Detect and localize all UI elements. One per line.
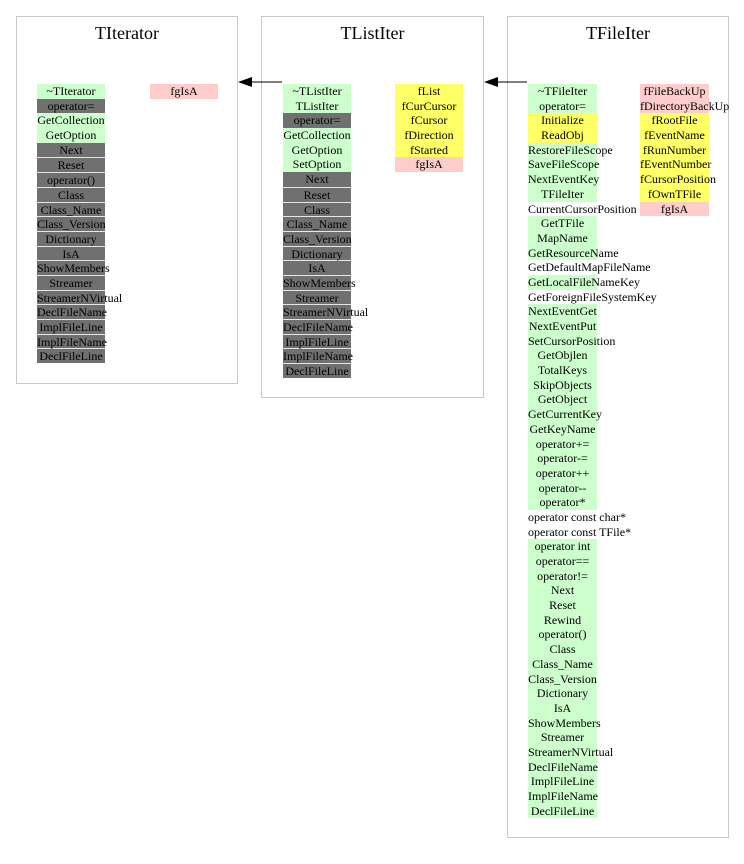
member-fdirection[interactable]: fDirection	[395, 128, 463, 143]
member-frunnumber[interactable]: fRunNumber	[640, 143, 709, 158]
method-tfileiter[interactable]: TFileIter	[528, 187, 597, 202]
method-setcursorposition[interactable]: SetCursorPosition	[528, 333, 616, 348]
method-isa[interactable]: IsA	[37, 246, 105, 261]
method-nexteventput[interactable]: NextEventPut	[528, 319, 597, 333]
method-streamer[interactable]: Streamer	[283, 290, 351, 305]
method-declfileline[interactable]: DeclFileLine	[528, 804, 597, 819]
method-class-name[interactable]: Class_Name	[37, 202, 105, 217]
member-frootfile[interactable]: fRootFile	[640, 113, 709, 128]
method-getoption[interactable]: GetOption	[283, 143, 351, 158]
method-getcollection[interactable]: GetCollection	[37, 113, 105, 128]
method-getkeyname[interactable]: GetKeyName	[529, 421, 596, 436]
method-declfilename[interactable]: DeclFileName	[528, 759, 598, 774]
method-next[interactable]: Next	[283, 172, 351, 187]
method-titerator[interactable]: ~TIterator	[37, 84, 105, 99]
method-tlistiter[interactable]: TListIter	[283, 99, 351, 114]
method-totalkeys[interactable]: TotalKeys	[528, 363, 597, 378]
method-isa[interactable]: IsA	[528, 701, 597, 716]
method-restorefilescope[interactable]: RestoreFileScope	[528, 142, 613, 157]
method-reset[interactable]: Reset	[283, 187, 351, 202]
method-getlocalfilenamekey[interactable]: GetLocalFileNameKey	[528, 274, 640, 289]
method-readobj[interactable]: ReadObj	[528, 128, 597, 143]
method-operator-const-tfile[interactable]: operator const TFile*	[528, 524, 632, 539]
method-implfileline[interactable]: ImplFileLine	[37, 319, 105, 334]
method-streamernvirtual[interactable]: StreamerNVirtual	[283, 305, 369, 320]
member-list-titerator	[150, 84, 218, 99]
method-showmembers[interactable]: ShowMembers	[37, 261, 110, 276]
method-skipobjects[interactable]: SkipObjects	[528, 378, 597, 393]
method-getdefaultmapfilename[interactable]: GetDefaultMapFileName	[528, 260, 651, 275]
method-operator[interactable]: operator*	[528, 495, 597, 510]
class-title-titerator[interactable]: TIterator	[95, 23, 159, 43]
member-fcurcursor[interactable]: fCurCursor	[395, 99, 463, 114]
method-operator[interactable]: operator=	[528, 99, 597, 114]
member-fgisa[interactable]: fgIsA	[640, 202, 709, 217]
class-box-titerator	[16, 16, 238, 384]
method-next[interactable]: Next	[37, 143, 105, 158]
method-getcollection[interactable]: GetCollection	[283, 128, 351, 143]
method-rewind[interactable]: Rewind	[528, 613, 597, 628]
member-fgisa[interactable]: fgIsA	[395, 157, 463, 172]
method-initialize[interactable]: Initialize	[528, 113, 597, 128]
method-savefilescope[interactable]: SaveFileScope	[528, 157, 600, 172]
member-flist[interactable]: fList	[395, 84, 463, 99]
method-implfilename[interactable]: ImplFileName	[283, 349, 353, 364]
method-streamernvirtual[interactable]: StreamerNVirtual	[37, 290, 123, 305]
method-implfilename[interactable]: ImplFileName	[37, 334, 107, 349]
method-showmembers[interactable]: ShowMembers	[283, 275, 356, 290]
method-operator-const-char[interactable]: operator const char*	[528, 509, 626, 524]
class-box-tlistiter	[261, 16, 484, 398]
method-class-version[interactable]: Class_Version	[37, 217, 106, 232]
method-getresourcename[interactable]: GetResourceName	[528, 245, 619, 260]
member-list-tfileiter	[640, 84, 730, 216]
method-operator[interactable]: operator--	[528, 481, 597, 496]
method-operator[interactable]: operator==	[528, 554, 597, 569]
method-declfileline[interactable]: DeclFileLine	[283, 363, 351, 378]
member-fcursorposition[interactable]: fCursorPosition	[640, 172, 717, 187]
method-list-tfileiter	[528, 84, 657, 818]
method-dictionary[interactable]: Dictionary	[283, 246, 351, 261]
method-streamer[interactable]: Streamer	[528, 730, 597, 745]
method-class-name[interactable]: Class_Name	[283, 216, 351, 231]
method-implfileline[interactable]: ImplFileLine	[528, 774, 597, 789]
method-dictionary[interactable]: Dictionary	[528, 686, 597, 701]
class-title-tfileiter[interactable]: TFileIter	[586, 23, 650, 43]
method-implfilename[interactable]: ImplFileName	[528, 789, 598, 803]
method-operator[interactable]: operator=	[283, 113, 351, 128]
method-class[interactable]: Class	[37, 187, 105, 202]
method-class-version[interactable]: Class_Version	[283, 231, 352, 246]
method-getoption[interactable]: GetOption	[37, 128, 105, 143]
method-implfileline[interactable]: ImplFileLine	[283, 334, 351, 349]
method-getcurrentkey[interactable]: GetCurrentKey	[528, 407, 602, 422]
method-list-titerator	[37, 84, 123, 364]
method-reset[interactable]: Reset	[37, 157, 105, 172]
method-streamernvirtual[interactable]: StreamerNVirtual	[528, 744, 614, 759]
method-getobject[interactable]: GetObject	[528, 392, 597, 407]
member-fdirectorybackup[interactable]: fDirectoryBackUp	[640, 98, 730, 113]
method-nexteventkey[interactable]: NextEventKey	[528, 172, 600, 187]
method-operator[interactable]: operator!=	[528, 569, 597, 584]
member-fcursor[interactable]: fCursor	[395, 113, 463, 128]
method-list-tlistiter	[283, 84, 369, 379]
member-list-tlistiter	[395, 84, 463, 172]
method-streamer[interactable]: Streamer	[37, 275, 105, 290]
method-tfileiter[interactable]: ~TFileIter	[528, 84, 597, 99]
method-nexteventget[interactable]: NextEventGet	[528, 304, 597, 319]
method-class[interactable]: Class	[528, 642, 597, 657]
method-declfilename[interactable]: DeclFileName	[37, 305, 107, 320]
method-operator[interactable]: operator=	[37, 99, 105, 114]
class-title-tlistiter[interactable]: TListIter	[340, 23, 405, 43]
member-fgisa[interactable]: fgIsA	[150, 84, 218, 99]
member-ffilebackup[interactable]: fFileBackUp	[640, 84, 709, 99]
method-operator[interactable]: operator()	[528, 627, 597, 642]
method-next[interactable]: Next	[528, 583, 597, 598]
method-class[interactable]: Class	[283, 202, 351, 217]
member-fowntfile[interactable]: fOwnTFile	[640, 187, 709, 202]
method-operator-int[interactable]: operator int	[528, 539, 597, 554]
method-operator[interactable]: operator+=	[528, 437, 597, 452]
method-gettfile[interactable]: GetTFile	[528, 216, 597, 231]
method-currentcursorposition[interactable]: CurrentCursorPosition	[528, 201, 637, 216]
method-declfilename[interactable]: DeclFileName	[283, 320, 353, 334]
method-operator[interactable]: operator++	[528, 466, 597, 481]
method-class-version[interactable]: Class_Version	[528, 671, 597, 686]
method-showmembers[interactable]: ShowMembers	[528, 715, 601, 730]
member-feventname[interactable]: fEventName	[640, 128, 709, 143]
method-getforeignfilesystemkey[interactable]: GetForeignFileSystemKey	[528, 289, 657, 304]
method-reset[interactable]: Reset	[528, 598, 597, 613]
member-fstarted[interactable]: fStarted	[395, 143, 463, 158]
method-dictionary[interactable]: Dictionary	[37, 231, 105, 246]
method-getobjlen[interactable]: GetObjlen	[528, 348, 597, 363]
method-class-name[interactable]: Class_Name	[528, 657, 597, 672]
method-tlistiter[interactable]: ~TListIter	[283, 84, 351, 99]
method-mapname[interactable]: MapName	[528, 231, 597, 246]
method-isa[interactable]: IsA	[283, 260, 351, 275]
method-operator[interactable]: operator()	[37, 172, 105, 187]
method-operator[interactable]: operator-=	[528, 451, 597, 466]
method-setoption[interactable]: SetOption	[283, 157, 351, 172]
method-declfileline[interactable]: DeclFileLine	[37, 348, 105, 363]
class-box-tfileiter	[507, 16, 729, 838]
member-feventnumber[interactable]: fEventNumber	[640, 157, 712, 172]
